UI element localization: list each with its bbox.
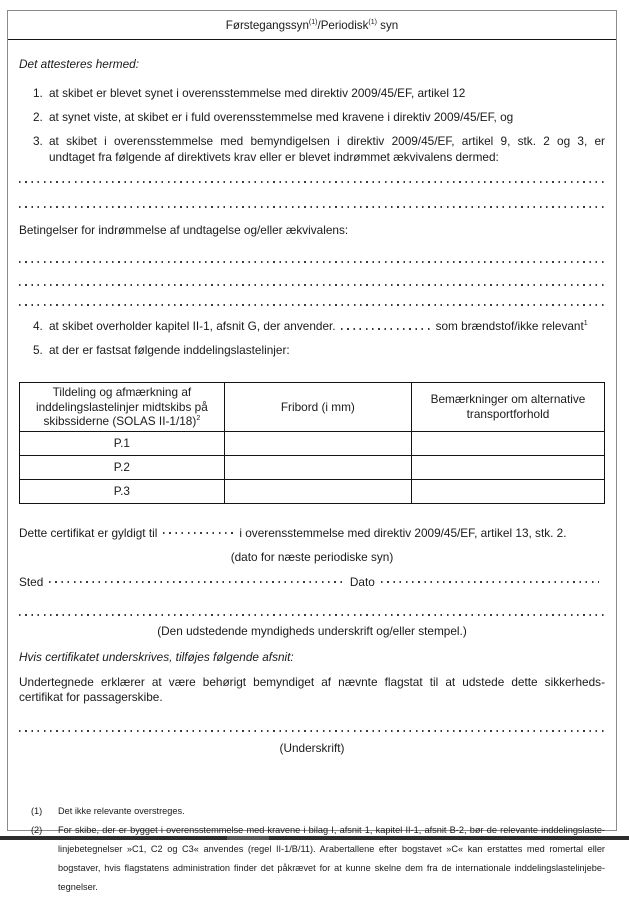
item-text: at synet viste, at skibet er i fuld overensstemmelse med kravene i direktiv 2009/45/EF, og — [49, 110, 514, 124]
declaration-paragraph — [19, 675, 605, 705]
footnotes-section — [19, 802, 605, 897]
item-text-line: at skibet i overensstemmelse med bemyndigelsen i direktiv 2009/45/EF, artikel 9, stk. 2 og 3, er — [49, 134, 605, 148]
item-number: 1. — [33, 86, 43, 100]
footnote-line: tegnelser. — [58, 881, 98, 892]
dotted-line — [19, 304, 605, 306]
loadline-label: P.1 — [20, 431, 225, 455]
footnote-1 — [19, 802, 605, 821]
freeboard-cell — [224, 479, 411, 503]
attest-item-2 — [19, 109, 605, 125]
place-date-line — [19, 574, 605, 590]
item-text: at skibet er blevet synet i overensstemmelse med direktiv 2009/45/EF, artikel 12 — [49, 86, 466, 100]
footnote-2 — [19, 821, 605, 897]
signature-caption: (Underskrift) — [279, 740, 345, 755]
validity-text-post: i overensstemmelse med direktiv 2009/45/EF, artikel 13, stk. 2. — [239, 525, 567, 540]
item-number: 4. — [33, 319, 43, 333]
footnote-marker-1: 1 — [583, 320, 588, 328]
dotted-line-signature-stamp — [19, 614, 605, 616]
dotted-fill-fuel — [341, 328, 431, 330]
footnote-line: linjebetegnelser »C1, C2 og C3« anvendes (regel II-1/B/11). Arabertallene efter bogstavet »C« kan erstattes med romertal eller — [58, 843, 605, 854]
attest-item-3 — [19, 133, 605, 165]
dotted-line — [19, 261, 605, 263]
item-number: 3. — [33, 134, 43, 148]
place-label: Sted — [19, 574, 44, 589]
footnote-line: bogstaver, hvis flagstatens administration finder det påkrævet for at kunne skelne dem fra de internationale inddelingslastelinjebe- — [58, 862, 605, 873]
attest-item-5 — [19, 342, 605, 358]
validity-line — [19, 525, 605, 541]
footnote-line: Det ikke relevante overstreges. — [58, 805, 185, 816]
item-number: 2. — [33, 110, 43, 124]
item-text-line: undtaget fra følgende af direktivets krav eller er blevet indrømmet ækvivalens dermed: — [49, 150, 499, 164]
if-signed-note: Hvis certifikatet underskrives, tilføjes følgende afsnit: — [19, 649, 294, 664]
footnote-line: For skibe, der er bygget i overensstemmelse med kravene i bilag I, afsnit 1, kapitel II-1, afsnit B-2, bør de relevante inddelingslaste- — [58, 824, 605, 835]
loadline-label: P.3 — [20, 479, 225, 503]
declaration-line: Undertegnede erklærer at være behørigt bemyndiget af nævnte flagstat til at udstede dette sikkerheds- — [19, 674, 605, 689]
footnote-text — [58, 821, 605, 897]
remarks-cell — [411, 479, 604, 503]
remarks-cell — [411, 455, 604, 479]
freeboard-cell — [224, 455, 411, 479]
title-footnote-marker-2: (1) — [368, 18, 377, 26]
dotted-fill-place — [49, 581, 344, 583]
date-label: Dato — [349, 574, 375, 589]
dotted-line — [19, 181, 605, 183]
table-row — [20, 455, 605, 479]
declaration-line: certifikat for passagerskibe. — [19, 689, 163, 704]
authority-signature-caption: (Den udstedende myndigheds underskrift og/eller stempel.) — [157, 623, 467, 638]
attest-item-1 — [19, 85, 605, 101]
form-title: Førstegangssyn$^{(1)}$/Periodisk$^{(1)}$ syn — [225, 18, 399, 32]
form-title-bar — [8, 11, 616, 40]
title-footnote-marker-1: (1) — [308, 18, 318, 26]
conditions-label: Betingelser for indrømmelse af undtagelse og/eller ækvivalens: — [19, 223, 349, 237]
loadline-label: P.2 — [20, 455, 225, 479]
item-text: at skibet overholder kapitel II-1, afsnit G, der anvender. som brændstof/ikke relevant$^1$ — [49, 319, 588, 333]
col-header-freeboard: Fribord (i mm) — [224, 383, 411, 432]
dotted-line — [19, 284, 605, 286]
footnote-number: (1) — [31, 805, 43, 816]
scrollbar-thumb[interactable] — [227, 836, 269, 840]
item-text — [49, 133, 605, 165]
table-header-row — [20, 383, 605, 432]
footnote-marker-2: 2 — [196, 415, 201, 423]
col-header-assignment: Tildeling og afmærkning af inddelingslastelinjer midtskibs på skibssiderne (SOLAS II-1/18)$^2$ — [20, 383, 225, 432]
window-bottom-edge — [0, 836, 629, 840]
table-row — [20, 479, 605, 503]
dotted-fill-validity-date — [163, 532, 233, 534]
attestation-intro: Det attesteres hermed: — [19, 57, 139, 71]
attest-item-4 — [19, 318, 605, 334]
remarks-cell — [411, 431, 604, 455]
dotted-line — [19, 206, 605, 208]
dotted-fill-date — [381, 581, 599, 583]
table-row — [20, 431, 605, 455]
footnote-text — [58, 802, 605, 821]
dotted-line-signature — [19, 730, 605, 732]
item-text: at der er fastsat følgende inddelingslastelinjer: — [49, 343, 290, 357]
footnote-number: (2) — [31, 824, 43, 835]
col-header-remarks: Bemærkninger om alternative transportforhold — [411, 383, 604, 432]
certificate-form-frame — [7, 10, 617, 892]
loadlines-table — [19, 382, 605, 504]
item-number: 5. — [33, 343, 43, 357]
validity-text-pre: Dette certifikat er gyldigt til — [19, 525, 158, 540]
form-body — [8, 40, 616, 897]
validity-date-caption: (dato for næste periodiske syn) — [230, 549, 394, 564]
freeboard-cell — [224, 431, 411, 455]
